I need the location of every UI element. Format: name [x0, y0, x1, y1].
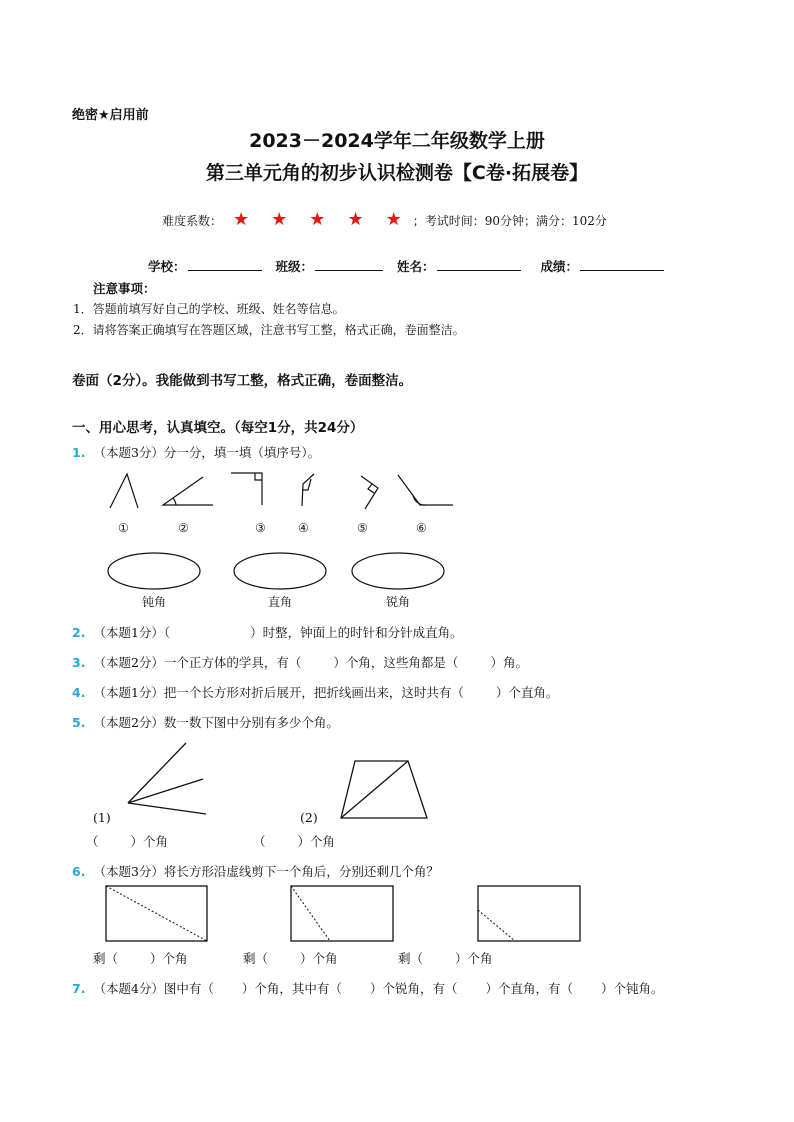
notice-title: 注意事项： [93, 281, 156, 296]
figure-label: (1) [93, 810, 111, 825]
class-field[interactable] [315, 257, 383, 271]
star-icon: ★ [271, 209, 288, 230]
question-6 [72, 862, 439, 880]
angle-figure-5 [361, 476, 378, 509]
answer-line: （ ）个角 [86, 834, 169, 849]
question-7 [72, 979, 663, 997]
answer-line: 剩（ ）个角 [93, 951, 188, 966]
section-heading: 一、用心思考，认真填空。（每空1分，共24分） [72, 420, 364, 436]
exam-info: ；考试时间：90分钟；满分：102分 [412, 213, 607, 228]
question-number: 6. [72, 864, 86, 879]
figure-label: ④ [298, 521, 309, 535]
figure-label: ⑤ [357, 521, 368, 535]
rectangle-2 [291, 886, 393, 941]
notice-item: 1．答题前填写好自己的学校、班级、姓名等信息。 [73, 302, 345, 316]
angle-figure-1 [110, 474, 138, 508]
name-field[interactable] [437, 257, 521, 271]
figure-label: (2) [300, 810, 318, 825]
page-title: 2023－2024学年二年级数学上册 [249, 130, 545, 152]
page-subtitle: 第三单元角的初步认识检测卷【C卷·拓展卷】 [205, 162, 589, 184]
answer-line: 剩（ ）个角 [398, 951, 493, 966]
school-field[interactable] [188, 257, 262, 271]
surface-requirement: 卷面（2分）。我能做到书写工整，格式正确，卷面整洁。 [72, 373, 413, 389]
answer-line: （ ）个角 [253, 834, 336, 849]
category-label: 锐角 [386, 595, 411, 609]
q5-figures [0, 737, 794, 827]
question-number: 4. [72, 685, 86, 700]
question-number: 1. [72, 445, 86, 460]
question-text: ）个锐角，有（ [369, 981, 458, 996]
angle-figure-2 [163, 477, 213, 505]
question-text: （本题3分）将长方形沿虚线剪下一个角后，分别还剩几个角？ [93, 864, 439, 879]
category-label: 钝角 [142, 595, 167, 609]
rectangle-3 [478, 886, 580, 941]
question-1 [72, 443, 320, 461]
confidential-mark: 绝密★启用前 [72, 108, 149, 123]
question-text: ）时整，钟面上的时针和分针成直角。 [250, 625, 463, 640]
angle-figure-3 [231, 473, 262, 505]
question-number: 2. [72, 625, 86, 640]
figure-label: ⑥ [416, 521, 427, 535]
answer-line: 剩（ ）个角 [243, 951, 338, 966]
question-text: （本题3分）分一分，填一填（填序号）。 [93, 445, 321, 460]
figure-label: ① [118, 521, 129, 535]
oval-obtuse [108, 553, 200, 589]
oval-acute [352, 553, 444, 589]
question-number: 7. [72, 981, 86, 996]
star-icon: ★ [309, 209, 326, 230]
q1-answer-ovals [0, 548, 794, 598]
question-text: （本题4分）图中有（ [93, 981, 214, 996]
diagonal [341, 761, 408, 818]
difficulty-label: 难度系数： [162, 213, 223, 228]
q6-rectangles [0, 882, 794, 947]
star-icon: ★ [347, 209, 364, 230]
score-field[interactable] [580, 257, 664, 271]
ray [128, 803, 206, 814]
score-label: 成绩： [540, 259, 579, 274]
question-text: ）个角，这些角都是（ [333, 655, 459, 670]
question-text: （本题2分）一个正方体的学具，有（ [93, 655, 302, 670]
figure-label: ③ [255, 521, 266, 535]
question-2 [72, 623, 463, 641]
question-text: ）角。 [490, 655, 528, 670]
class-label: 班级： [275, 259, 314, 274]
notice-item: 2．请将答案正确填写在答题区域，注意书写工整，格式正确，卷面整洁。 [73, 323, 465, 337]
difficulty-row [162, 211, 607, 229]
question-text: ）个角，其中有（ [241, 981, 342, 996]
question-number: 5. [72, 715, 86, 730]
trapezoid [341, 761, 427, 818]
oval-right [234, 553, 326, 589]
student-info-row [148, 257, 678, 275]
star-icon: ★ [233, 209, 250, 230]
question-3 [72, 653, 528, 671]
question-text: ）个直角，有（ [485, 981, 573, 996]
school-label: 学校： [148, 259, 186, 274]
category-label: 直角 [268, 595, 293, 609]
angle-figure-6 [398, 475, 453, 505]
question-text: （本题2分）数一数下图中分别有多少个角。 [93, 715, 339, 730]
name-label: 姓名： [397, 259, 435, 274]
question-text: ）个钝角。 [600, 981, 664, 996]
figure-label: ② [178, 521, 189, 535]
question-4 [72, 683, 558, 701]
question-text: ）个直角。 [495, 685, 559, 700]
question-5 [72, 713, 339, 731]
question-text: （本题1分）（ [93, 625, 171, 640]
star-icon: ★ [385, 209, 402, 230]
question-text: （本题1分）把一个长方形对折后展开，把折线画出来，这时共有（ [93, 685, 464, 700]
question-number: 3. [72, 655, 86, 670]
